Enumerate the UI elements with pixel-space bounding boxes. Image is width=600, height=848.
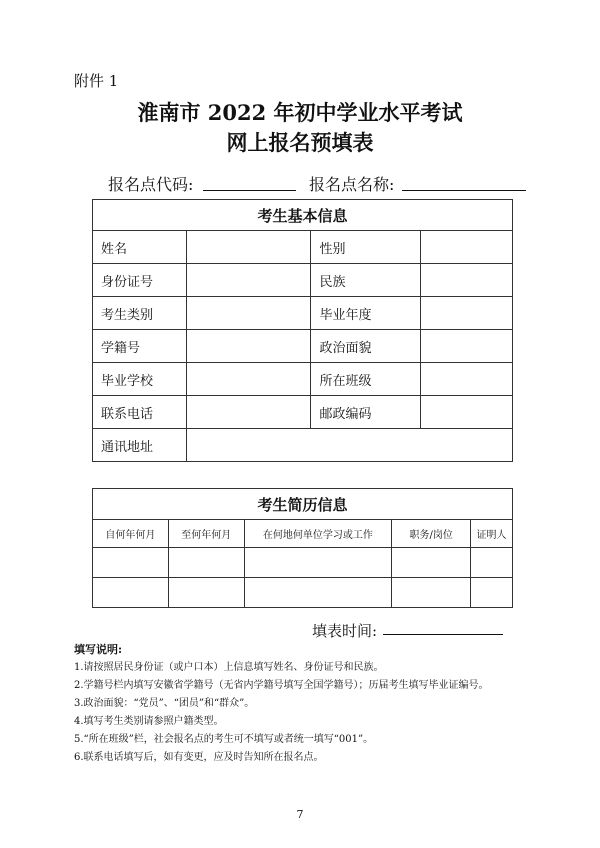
gender-field[interactable] bbox=[421, 231, 513, 264]
page-subtitle: 网上报名预填表 bbox=[226, 130, 374, 155]
candidate-type-field[interactable] bbox=[186, 297, 311, 330]
instruction-item: 5.“所在班级”栏，社会报名点的考生可不填写或者统一填写“001”。 bbox=[74, 734, 374, 745]
class-field[interactable] bbox=[421, 363, 513, 396]
resume-col-witness: 证明人 bbox=[471, 520, 513, 548]
school-field[interactable] bbox=[186, 363, 311, 396]
page-number: 7 bbox=[296, 808, 304, 821]
instruction-item: 3.政治面貌：“党员”、“团员”和“群众”。 bbox=[74, 698, 255, 709]
school-label: 毕业学校 bbox=[93, 363, 187, 396]
resume-row bbox=[93, 578, 513, 608]
reg-code-field[interactable] bbox=[203, 190, 296, 191]
name-field[interactable] bbox=[186, 231, 311, 264]
resume-cell[interactable] bbox=[471, 578, 513, 608]
postcode-label: 邮政编码 bbox=[311, 396, 421, 429]
gender-label: 性别 bbox=[311, 231, 421, 264]
instruction-item: 4.填写考生类别请参照户籍类型。 bbox=[74, 716, 224, 727]
resume-cell[interactable] bbox=[168, 578, 244, 608]
resume-col-position: 职务/岗位 bbox=[392, 520, 471, 548]
basic-info-title: 考生基本信息 bbox=[93, 200, 513, 231]
resume-cell[interactable] bbox=[93, 578, 169, 608]
resume-col-from: 自何年何月 bbox=[93, 520, 169, 548]
fill-time-field[interactable] bbox=[383, 634, 503, 635]
graduation-year-label: 毕业年度 bbox=[311, 297, 421, 330]
resume-cell[interactable] bbox=[471, 548, 513, 578]
student-id-label: 学籍号 bbox=[93, 330, 187, 363]
graduation-year-field[interactable] bbox=[421, 297, 513, 330]
basic-info-table bbox=[92, 199, 513, 462]
ethnicity-label: 民族 bbox=[311, 264, 421, 297]
id-number-label: 身份证号 bbox=[93, 264, 187, 297]
resume-table bbox=[92, 488, 513, 608]
class-label: 所在班级 bbox=[311, 363, 421, 396]
resume-cell[interactable] bbox=[392, 578, 471, 608]
address-label: 通讯地址 bbox=[93, 429, 187, 462]
phone-label: 联系电话 bbox=[93, 396, 187, 429]
resume-cell[interactable] bbox=[244, 578, 392, 608]
resume-cell[interactable] bbox=[93, 548, 169, 578]
instruction-item: 2.学籍号栏内填写安徽省学籍号（无省内学籍号填写全国学籍号）；历届考生填写毕业证编号。 bbox=[74, 680, 489, 691]
instructions-title: 填写说明: bbox=[74, 643, 123, 656]
postcode-field[interactable] bbox=[421, 396, 513, 429]
resume-cell[interactable] bbox=[244, 548, 392, 578]
page-title: 淮南市 2022 年初中学业水平考试 bbox=[137, 100, 463, 125]
resume-col-to: 至何年何月 bbox=[168, 520, 244, 548]
resume-cell[interactable] bbox=[168, 548, 244, 578]
resume-row bbox=[93, 548, 513, 578]
political-status-label: 政治面貌 bbox=[311, 330, 421, 363]
political-status-field[interactable] bbox=[421, 330, 513, 363]
attachment-label: 附件 1 bbox=[74, 72, 119, 90]
fill-time-label: 填表时间: bbox=[312, 622, 378, 640]
id-number-field[interactable] bbox=[186, 264, 311, 297]
instruction-item: 1.请按照居民身份证（或户口本）上信息填写姓名、身份证号和民族。 bbox=[74, 662, 384, 673]
ethnicity-field[interactable] bbox=[421, 264, 513, 297]
candidate-type-label: 考生类别 bbox=[93, 297, 187, 330]
instruction-item: 6.联系电话填写后，如有变更，应及时告知所在报名点。 bbox=[74, 752, 324, 763]
phone-field[interactable] bbox=[186, 396, 311, 429]
address-field[interactable] bbox=[186, 429, 512, 462]
resume-title: 考生简历信息 bbox=[93, 489, 513, 520]
reg-name-field[interactable] bbox=[402, 190, 526, 191]
resume-col-place: 在何地何单位学习或工作 bbox=[244, 520, 392, 548]
reg-code-label: 报名点代码: bbox=[108, 175, 194, 194]
name-label: 姓名 bbox=[93, 231, 187, 264]
resume-cell[interactable] bbox=[392, 548, 471, 578]
reg-name-label: 报名点名称: bbox=[309, 175, 395, 194]
student-id-field[interactable] bbox=[186, 330, 311, 363]
